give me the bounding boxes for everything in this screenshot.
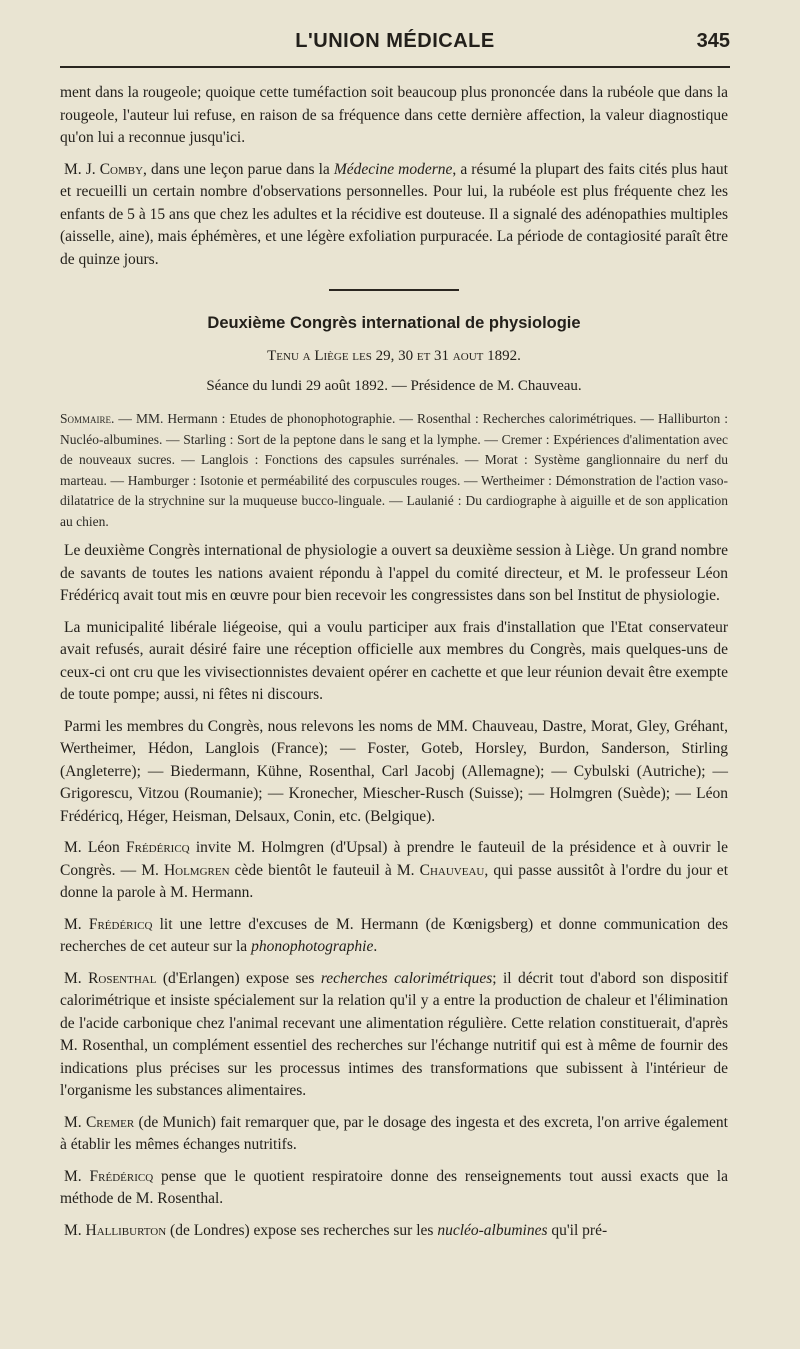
paragraph-rubeole-continued: ment dans la rougeole; quoique cette tuméfaction soit beaucoup plus prononcée dans la rubéole que dans la rougeole, l'auteur lui refuse, en raison de sa fréquence dans cette dernière affection, la valeur diagnostique qu'on lui a reconnue jusqu'ici. — [60, 84, 728, 146]
text-run: ; il décrit tout d'abord son dispositif calorimétrique et insiste spécialement sur la relation qu'il y a entre la production de chaleur et l'élimination de l'acide carbonique chez l'animal recevant une alimentation régulière. Cette relation constituerait, d'après M. Rosenthal, un complément essentiel des recherches sur l'échange nutritif qui est à même de fournir des indications plus précises sur les processus intimes des transformations que subissent à l'intérieur de l'organisme les substances alimentaires. — [60, 969, 729, 1099]
topic-italic: recherches calorimétriques — [320, 969, 493, 987]
text-run: , a résumé la plupart des faits cités plus haut et recueilli un certain nombre d'observations personnelles. Pour lui, la rubéole est plus fréquente chez les enfants de 5 à 15 ans que chez les adultes et la récidive est douteuse. Il a signalé des adénopathies multiples (aisselle, aine), mais éphémères, et une légère exfoliation purpuracée. La période de contagiosité paraît être de quinze jours. — [60, 160, 728, 268]
text-run: M. — [64, 1113, 86, 1131]
paragraph-municipality: La municipalité libérale liégeoise, qui a voulu participer aux frais d'installation que l'Etat conservateur avait refusés, aurait désiré faire une réception officielle aux membres du Congrès, mais quelques-uns de ceux-ci ont cru que les vivisectionnistes devaient opérer en cachette et que leur réunion devait être exempte de toute pompe; aussi, ni fêtes ni discours. — [60, 618, 728, 703]
topic-italic: nucléo-albumines — [437, 1221, 548, 1239]
text-run: M. — [64, 969, 89, 987]
paragraph-presidency — [60, 837, 728, 905]
text-run: lit une lettre d'excuses de M. Hermann (de Kœnigsberg) et donne communication des recherches de cet auteur sur la — [60, 915, 728, 955]
text-run: invite M. Holmgren (d'Upsal) à prendre le fauteuil de la présidence et à ouvrir le Congrès. — M. — [60, 839, 728, 879]
author-name: Frédéricq — [125, 839, 190, 856]
text-run: M. — [64, 1221, 86, 1239]
paragraph-congress-opening: Le deuxième Congrès international de physiologie a ouvert sa deuxième session à Liège. Un grand nombre de savants de toutes les nations avaient répondu à l'appel du comité directeur, et M. le professeur Léon Frédéricq avait tout mis en œuvre pour bien recevoir les congressistes dans son bel Institut de physiologie. — [60, 542, 728, 604]
paragraph-members: Parmi les membres du Congrès, nous relevons les noms de MM. Chauveau, Dastre, Morat, Gley, Gréhant, Wertheimer, Hédon, Langlois (France); — Foster, Goteb, Horsley, Burdon, Sanderson, Stirling (Angleterre); — Biedermann, Kühne, Rosenthal, Carl Jacobj (Allemagne); — Cybulski (Autriche); — Grigorescu, Vitzou (Roumanie); — Kronecher, Miescher-Rusch (Suisse); — Holmgren (Suède); — Léon Frédéricq, Héger, Heisman, Delsaux, Conin, etc. (Belgique). — [60, 717, 728, 825]
author-name: Frédéricq — [88, 915, 153, 933]
summary-block — [60, 409, 728, 532]
author-name: Holmgren — [163, 861, 230, 879]
paragraph-rosenthal — [60, 968, 728, 1103]
text-run: M. — [64, 1167, 90, 1185]
author-name: Frédéricq — [89, 1167, 154, 1185]
text-run: . — [373, 938, 378, 955]
running-title: L'UNION MÉDICALE — [295, 30, 495, 52]
session-line: Séance du lundi 29 août 1892. — Présidence de M. Chauveau. — [206, 378, 582, 394]
page-number: 345 — [696, 30, 730, 52]
author-name: Cremer — [85, 1113, 135, 1131]
text-run: qu'il pré- — [547, 1221, 608, 1239]
page-body — [60, 82, 728, 1251]
author-name: Rosenthal — [88, 969, 157, 987]
text-run: (de Munich) fait remarquer que, par le dosage des ingesta et des excreta, l'on arrive également à établir les mêmes échanges nutritifs. — [60, 1113, 728, 1153]
text-run: (de Londres) expose ses recherches sur les — [166, 1221, 438, 1239]
author-name: Halliburton — [85, 1221, 167, 1239]
author-name: M. J. Comby, — [64, 160, 147, 178]
paragraph-fredericq — [60, 1166, 728, 1211]
text-run: pense que le quotient respiratoire donne des renseignements tout aussi exacts que la méthode de M. Rosenthal. — [60, 1167, 728, 1207]
header-rule — [60, 66, 730, 68]
text-run: cède bientôt le fauteuil à M. — [229, 861, 420, 879]
paragraph-hermann — [60, 914, 728, 959]
text-run: M. — [64, 915, 89, 933]
page-header — [60, 30, 730, 60]
topic-italic: phonophotographie — [251, 938, 374, 955]
text-run: (d'Erlangen) expose ses — [156, 969, 321, 987]
text-run: M. Léon — [64, 839, 126, 856]
paragraph-comby — [60, 159, 728, 272]
summary-label: Sommaire. — [60, 411, 115, 426]
summary-text: — MM. Hermann : Etudes de phonophotographie. — Rosenthal : Recherches calorimétriques. — Halliburton : Nucléo-albumines. — Starling : Sort de la peptone dans le sang et la lymphe. — Cremer : Expériences d'alimentation avec de nouveaux sucres. — Langlois : Fonctions des capsules surrénales. — Morat : Système ganglionnaire du nerf du marteau. — Hamburger : Isotonie et perméabilité des corpuscules rouges. — Wertheimer : Démonstration de l'action vaso-dilatatrice de la strychnine sur la muqueuse bucco-linguale. — Laulanié : Du cardiographe à aiguille et de son application au chien. — [60, 411, 728, 529]
section-divider — [329, 289, 459, 291]
section-title: Deuxième Congrès international de physiologie — [207, 314, 581, 332]
text-run: , qui passe aussitôt à l'ordre du jour et donne la parole à M. Hermann. — [60, 861, 728, 901]
text-run: dans une leçon parue dans la — [146, 160, 334, 178]
paragraph-cremer — [60, 1112, 728, 1157]
journal-title: Médecine moderne — [333, 160, 453, 178]
section-subtitle: Tenu a Liège les 29, 30 et 31 aout 1892. — [267, 348, 521, 364]
author-name: Chauveau — [419, 861, 485, 879]
paragraph-halliburton — [60, 1220, 728, 1243]
